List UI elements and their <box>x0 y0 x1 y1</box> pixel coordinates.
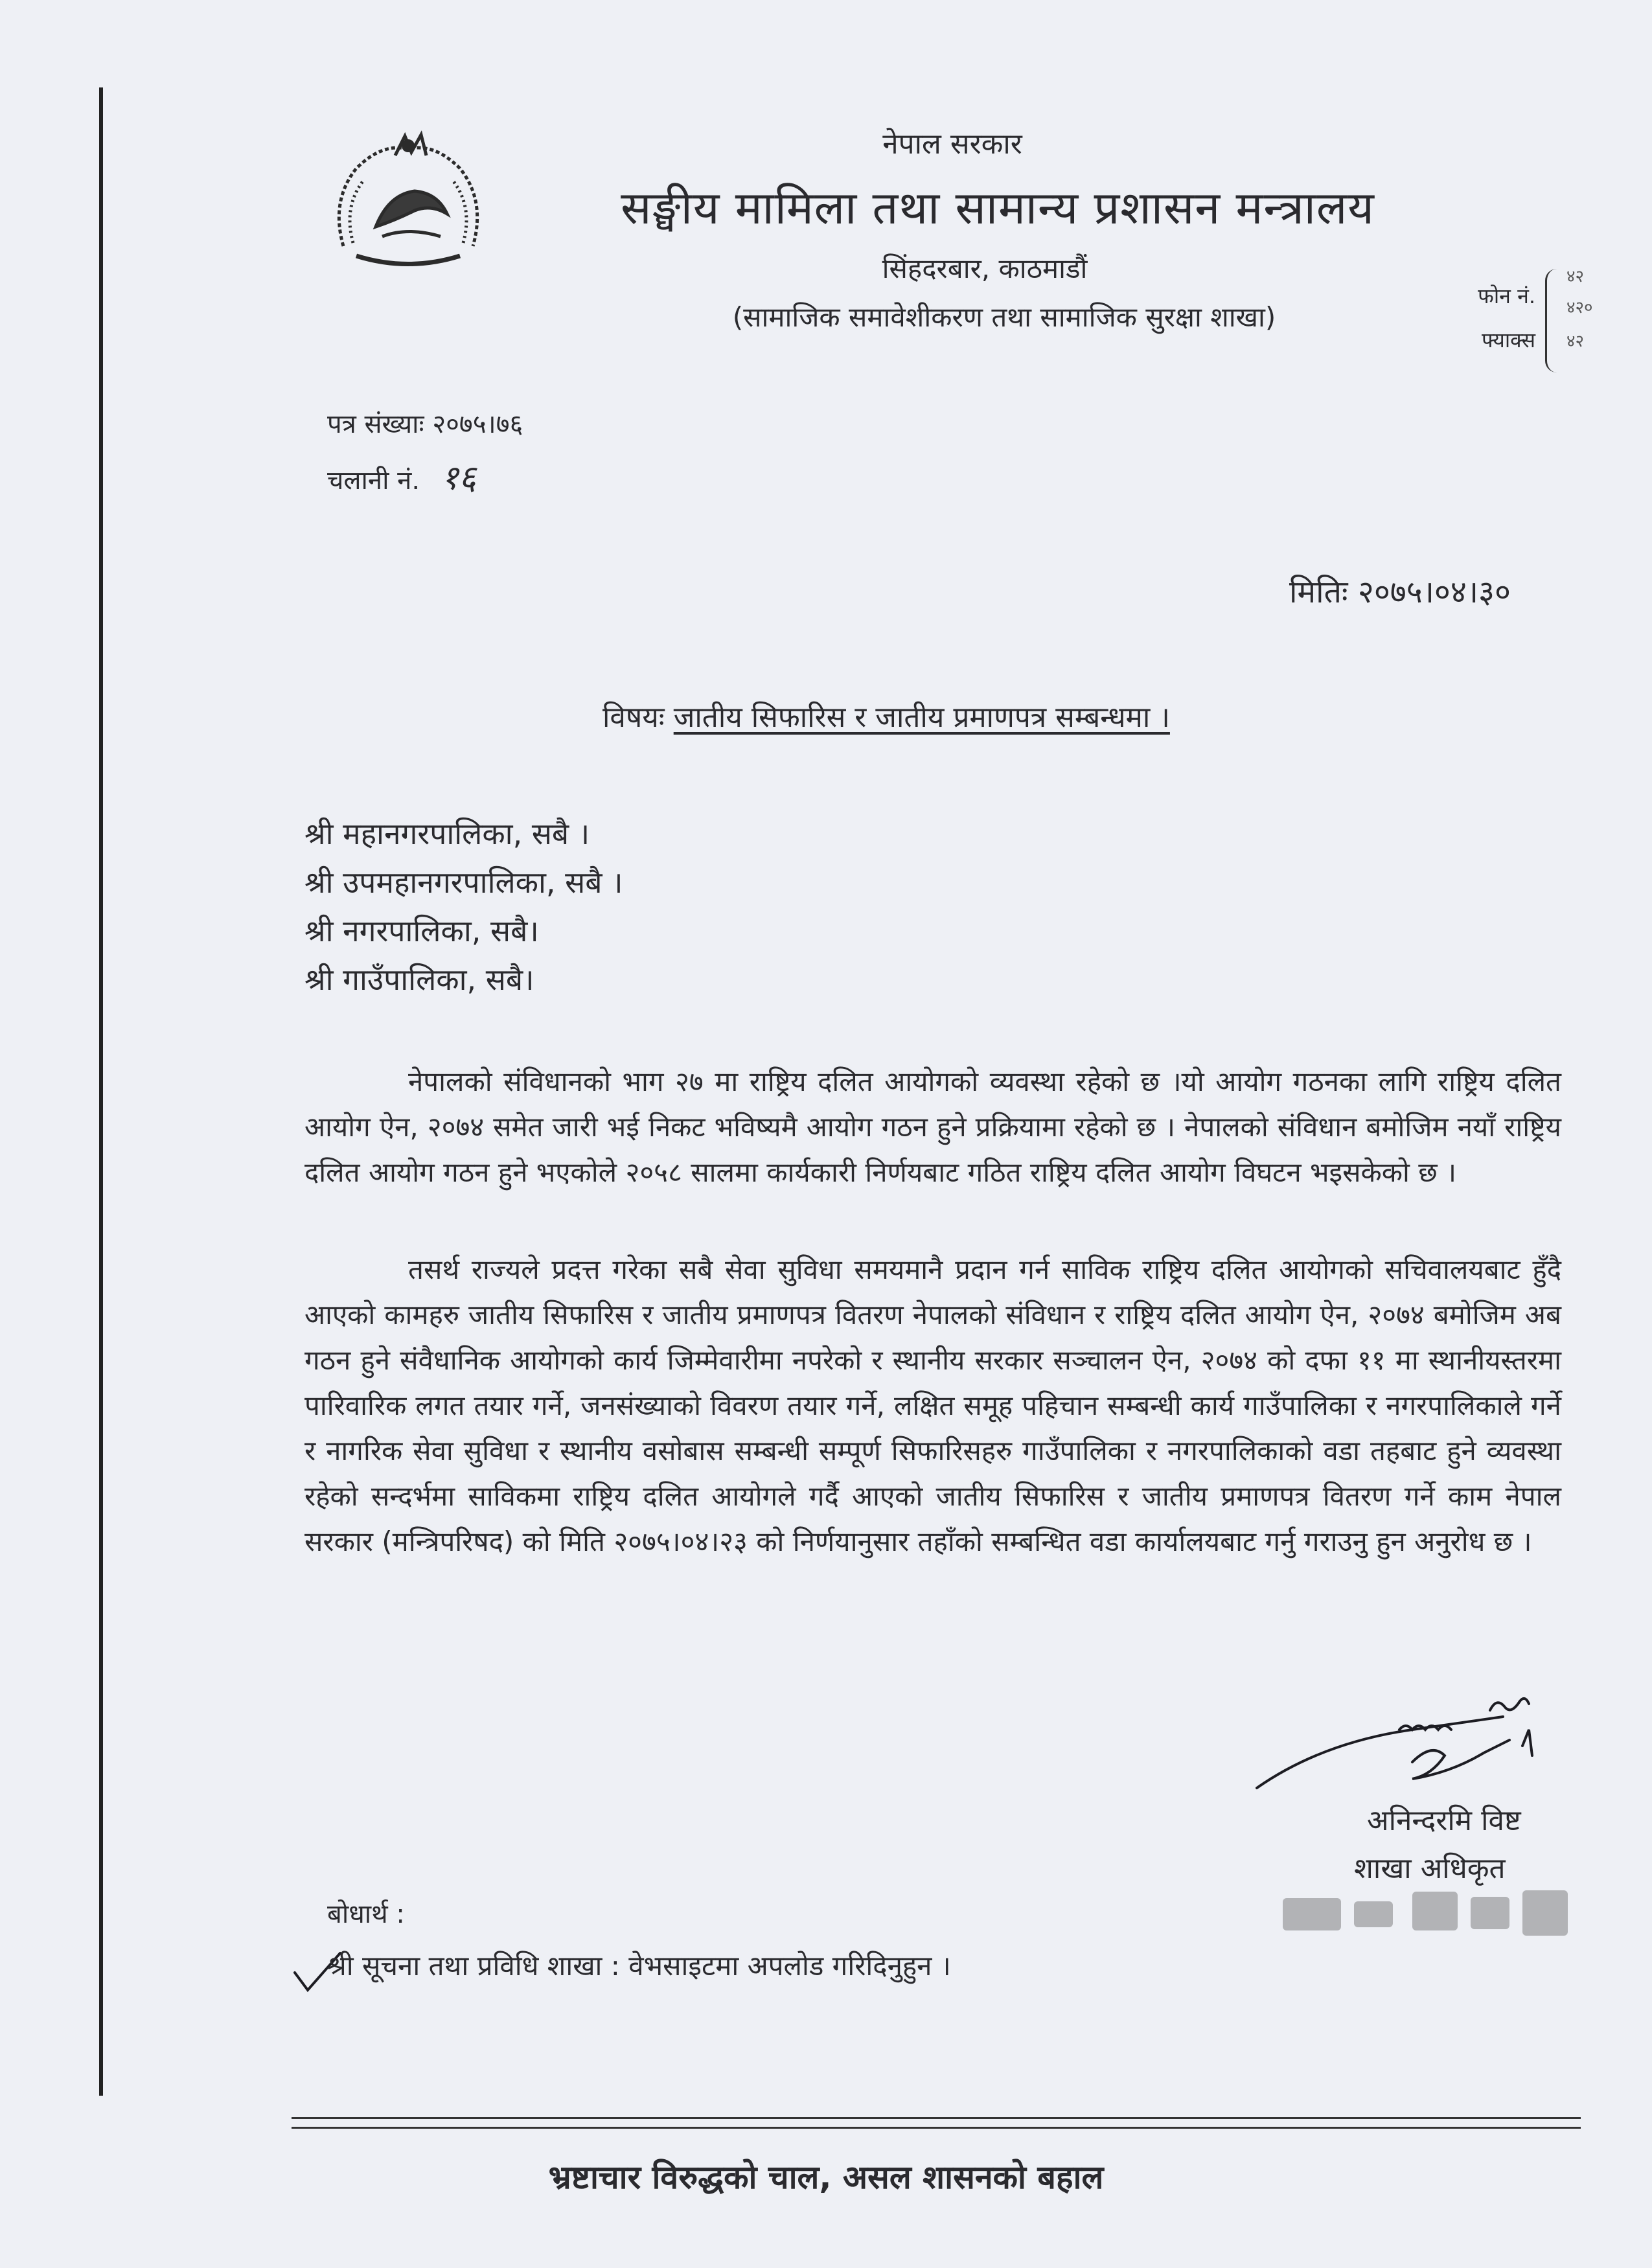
dispatch-number-label: चलानी नं. <box>327 466 420 496</box>
letter-number-value: २०७५।७६ <box>432 409 523 439</box>
subject-text: जातीय सिफारिस र जातीय प्रमाणपत्र सम्बन्धमा । <box>673 701 1170 734</box>
office-stamp <box>1283 1885 1574 1943</box>
section-name: (सामाजिक समावेशीकरण तथा सामाजिक सुरक्षा शाखा) <box>732 301 1276 333</box>
government-name: नेपाल सरकार <box>882 128 1022 161</box>
body-paragraph: तसर्थ राज्यले प्रदत्त गरेका सबै सेवा सुविधा समयमानै प्रदान गर्न साविक राष्ट्रिय दलित आयोगको सचिवालयबाट हुँदै आएको कामहरु जातीय सिफारिस र जातीय प्रमाणपत्र वितरण नेपालको संविधान र राष्ट्रिय दलित आयोग ऐन, २०७४ बमोजिम अब गठन हुने संवैधानिक आयोगको कार्य जिम्मेवारीमा नपरेको र स्थानीय सरकार सञ्चालन ऐन, २०७४ को दफा ११ मा स्थानीयस्तरमा पारिवारिक लगत तयार गर्ने, जनसंख्याको विवरण तयार गर्ने, लक्षित समूह पहिचान सम्बन्धी कार्य गाउँपालिका र नगरपालिकाले गर्ने र नागरिक सेवा सुविधा र स्थानीय वसोबास सम्बन्धी सम्पूर्ण सिफारिसहरु गाउँपालिका र नगरपालिकाको वडा तहबाट हुने व्यवस्था रहेको सन्दर्भमा साविकमा राष्ट्रिय दलित आयोगले गर्दै आएको जातीय सिफारिस र जातीय प्रमाणपत्र वितरण गर्ने काम नेपाल सरकार (मन्त्रिपरिषद) को मिति २०७५।०४।२३ को निर्णयानुसार तहाँको सम्बन्धित वडा कार्यालयबाट गर्नु गराउनु हुन अनुरोध छ । <box>304 1254 1561 1557</box>
letter-number <box>327 405 523 441</box>
ministry-address: सिंहदरबार, काठमाडौं <box>882 253 1088 284</box>
footer-rule-bottom <box>292 2127 1581 2129</box>
addressee-item: श्री उपमहानगरपालिका, सबै । <box>304 865 623 900</box>
letter-number-label: पत्र संख्याः <box>327 409 424 439</box>
addressee-item: श्री नगरपालिका, सबै। <box>304 913 539 948</box>
signatory-title: शाखा अधिकृत <box>1354 1852 1506 1885</box>
handwritten-signature <box>1244 1691 1568 1801</box>
subject-line <box>602 696 1170 735</box>
dispatch-number-value: १६ <box>441 459 476 498</box>
info-copy-label: बोधार्थ : <box>327 1899 405 1929</box>
signatory-name: अनिन्दरमि विष्ट <box>1367 1804 1521 1837</box>
date-label: मितिः <box>1289 574 1348 610</box>
left-margin-rule <box>99 87 103 2096</box>
footer-slogan: भ्रष्टाचार विरुद्धको चाल, असल शासनको बहाल <box>548 2159 1104 2196</box>
fax-fragment: ४२ <box>1566 332 1585 351</box>
fax-label: फ्याक्स <box>1482 328 1535 352</box>
date-value: २०७५।०४।३० <box>1357 574 1511 610</box>
addressee-item: श्री महानगरपालिका, सबै । <box>304 816 590 851</box>
letter-date <box>1289 570 1511 612</box>
phone-label: फोन नं. <box>1478 284 1535 308</box>
addressee-item: श्री गाउँपालिका, सबै। <box>304 962 534 997</box>
contact-brace <box>1545 269 1563 372</box>
body-paragraph: नेपालको संविधानको भाग २७ मा राष्ट्रिय दलित आयोगको व्यवस्था रहेको छ ।यो आयोग गठनका लागि राष्ट्रिय दलित आयोग ऐन, २०७४ समेत जारी भई निकट भविष्यमै आयोग गठन हुने प्रक्रियामा रहेको छ । नेपालको संविधान बमोजिम नयाँ राष्ट्रिय दलित आयोग गठन हुने भएकोले २०५८ सालमा कार्यकारी निर्णयबाट गठित राष्ट्रिय दलित आयोग विघटन भइसकेको छ । <box>304 1066 1561 1188</box>
subject-label: विषयः <box>602 701 665 734</box>
phone-fragment: ४२ <box>1566 267 1585 286</box>
info-copy-recipient: श्री सूचना तथा प्रविधि शाखा : वेभसाइटमा अपलोड गरिदिनुहुन । <box>327 1950 951 1982</box>
footer-rule-top <box>292 2117 1581 2119</box>
phone-fragment: ४२० <box>1566 298 1593 317</box>
contact-block <box>1451 269 1646 372</box>
ministry-name: सङ्घीय मामिला तथा सामान्य प्रशासन मन्त्रालय <box>621 181 1375 235</box>
nepal-emblem-icon <box>317 117 499 279</box>
dispatch-number <box>327 453 476 499</box>
